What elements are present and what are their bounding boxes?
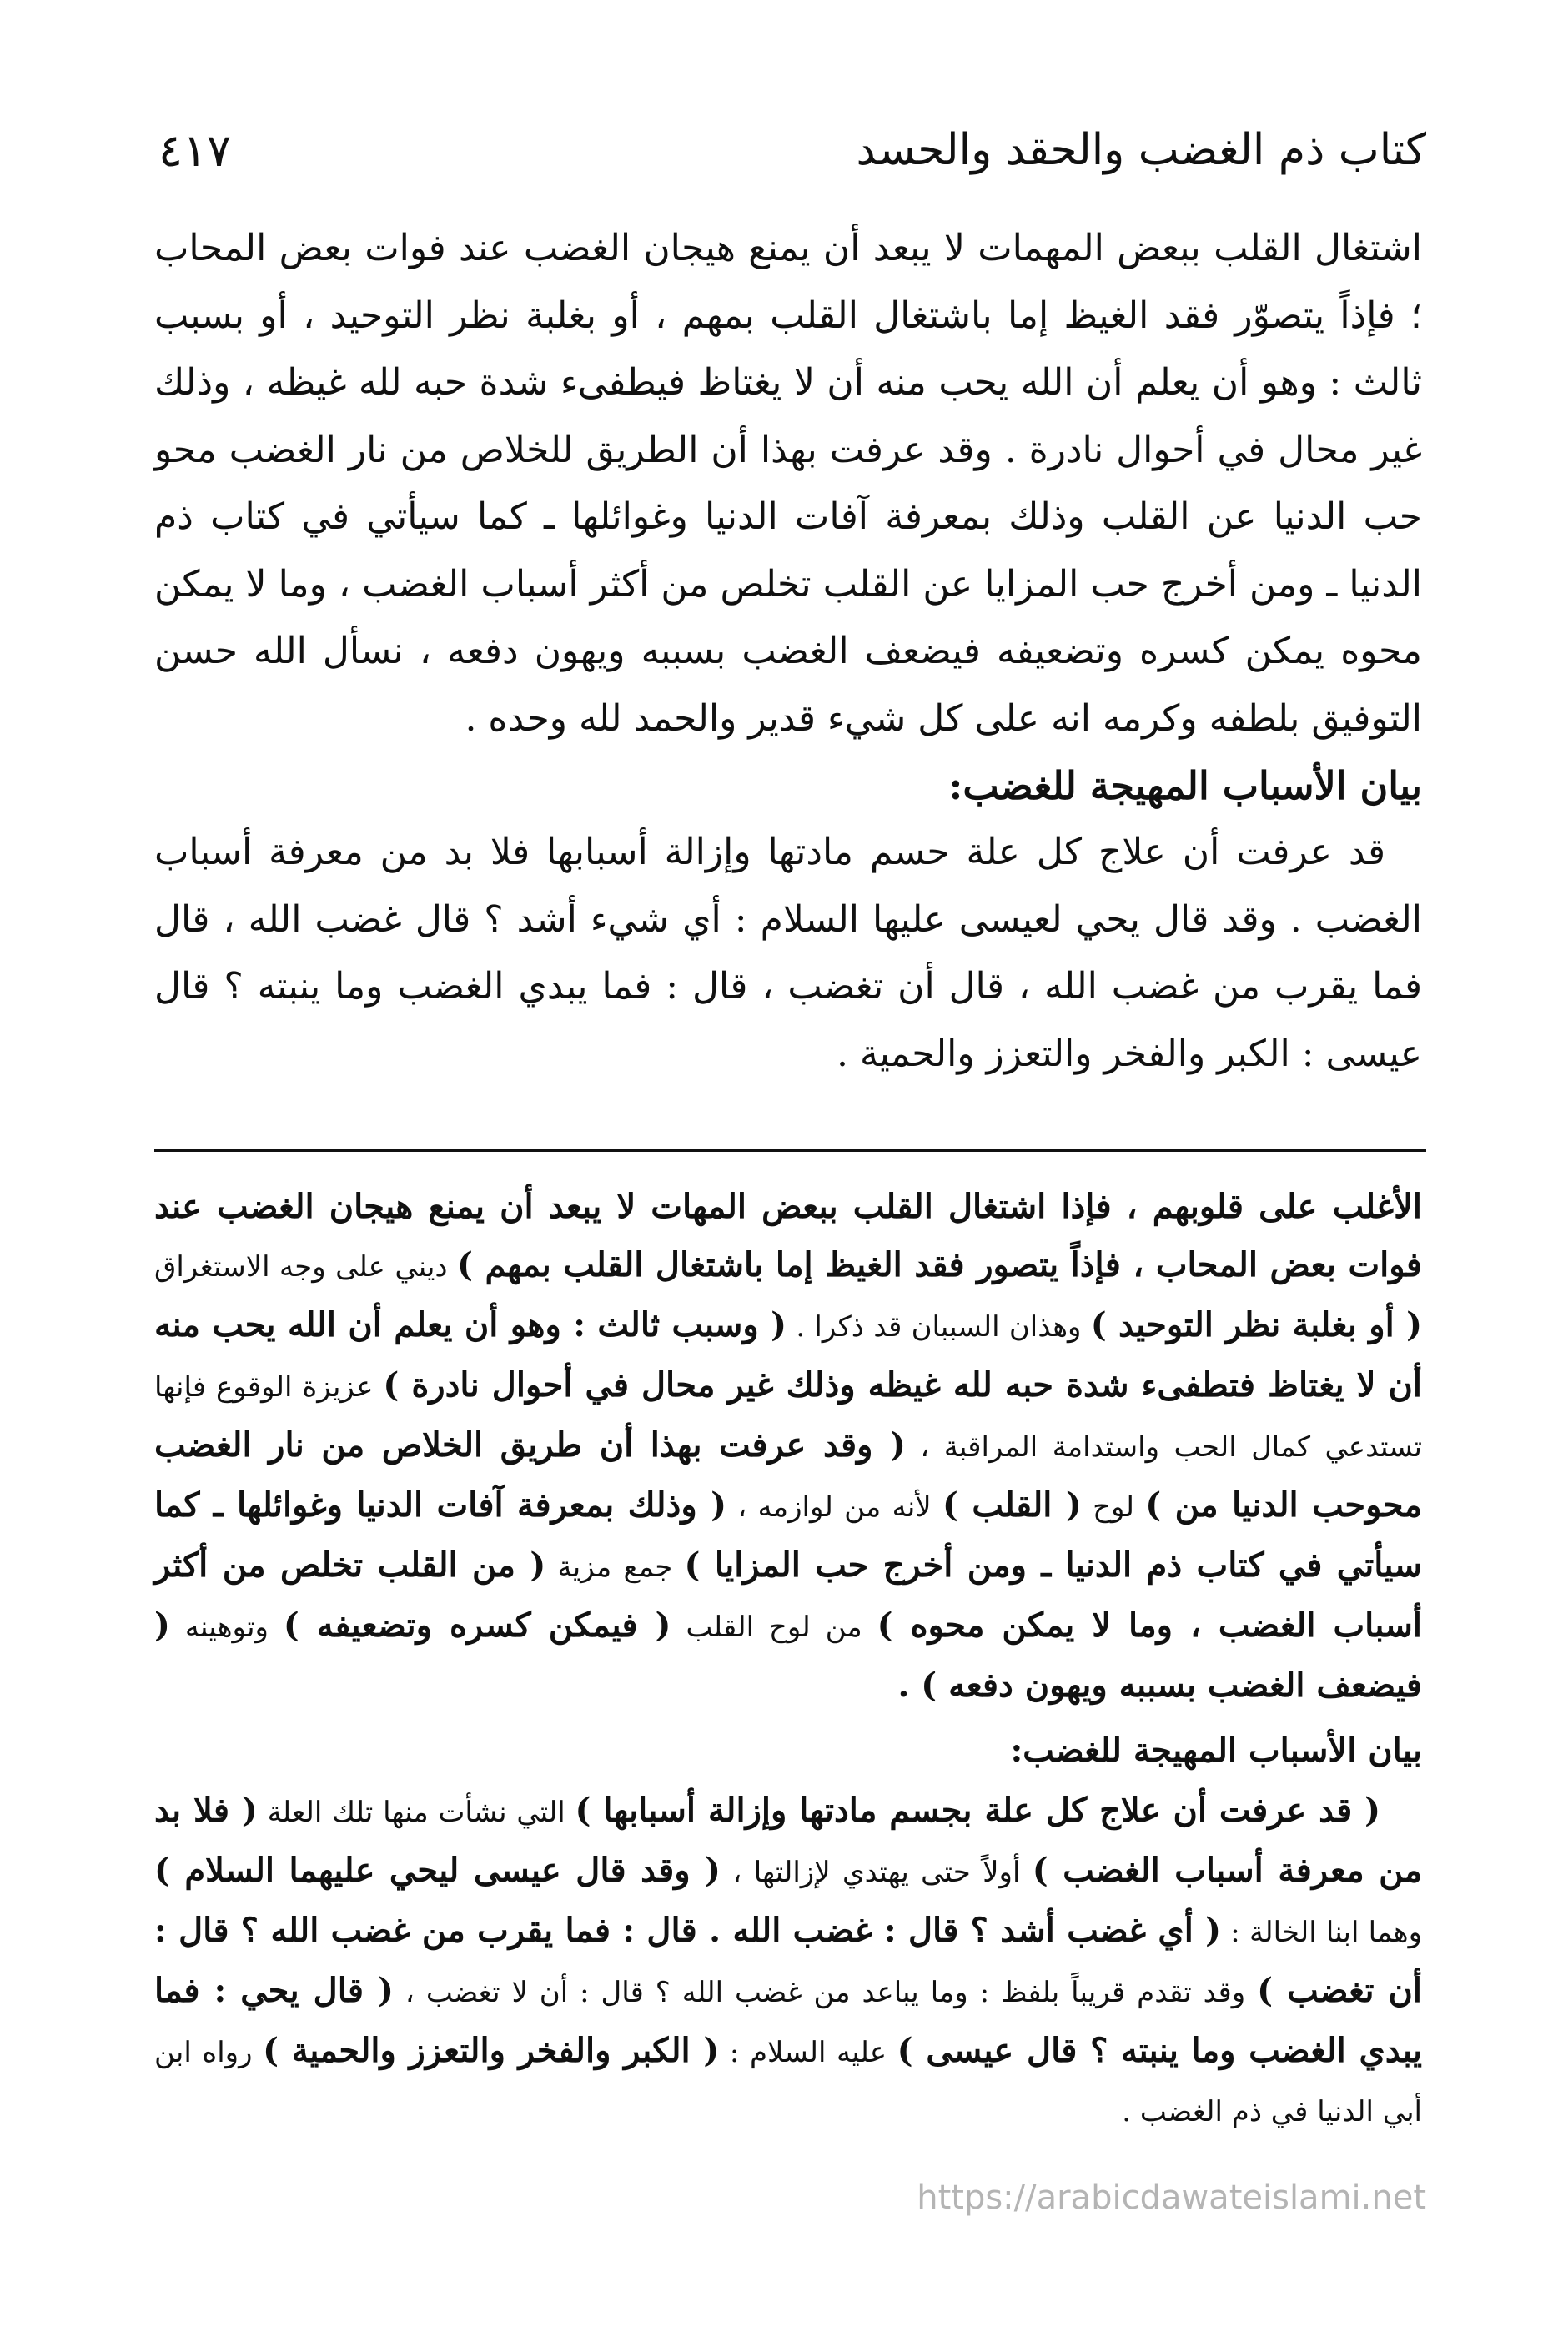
quoted-text-segment: ( فيمكن كسره وتضعيفه ) (283, 1606, 671, 1645)
commentary-text-segment: من لوح القلب (671, 1611, 877, 1644)
quoted-text-segment: ( وقد عرفت بهذا أن طريق الخلاص من نار الغضب محوحب الدنيا من ) (154, 1425, 1422, 1525)
commentary-heading: بيان الأسباب المهيجة للغضب: (1010, 1731, 1422, 1770)
section-heading: بيان الأسباب المهيجة للغضب: (948, 763, 1422, 808)
commentary-text-segment: وقد تقدم قريباً بلفظ : وما يباعد من غضب الله ؟ قال : أن لا تغضب ، (393, 1976, 1258, 2009)
quoted-text-segment: ( فيضعف الغضب بسببه ويهون دفعه ) . (154, 1606, 1422, 1705)
quoted-text-segment: ( فلا بد من معرفة أسباب الغضب ) (154, 1791, 1423, 1890)
commentary-text-segment: جمع مزية (545, 1550, 685, 1584)
watermark-url: https://arabicdawateislami.net (917, 2179, 1426, 2217)
quoted-text-segment: ( قال يحي : فما يبدي الغضب وما ينبته ؟ قال عيسى ) (154, 1971, 1422, 2070)
commentary-section (154, 1178, 1422, 2141)
main-paragraph-1: اشتغال القلب ببعض المهمات لا يبعد أن يمنع هيجان الغضب عند فوات بعض المحاب ؛ فإذاً يتصوّر فقد الغيظ إما باشتغال القلب بمهم ، أو بغلبة نظر التوحيد ، أو بسبب ثالث : وهو أن يعلم أن الله يحب منه أن لا يغتاظ فيطفىء شدة حبه لله غيظه ، وذلك غير محال في أحوال نادرة . وقد عرفت بهذا أن الطريق للخلاص من نار الغضب محو حب الدنيا عن القلب وذلك بمعرفة آفات الدنيا وغوائلها ـ كما سيأتي في كتاب ذم الدنيا ـ ومن أخرج حب المزايا عن القلب تخلص من أكثر أسباب الغضب ، وما لا يمكن محوه يمكن كسره وتضعيفه فيضعف الغضب بسببه ويهون دفعه ، نسأل الله حسن التوفيق بلطفه وكرمه انه على كل شيء قدير والحمد لله وحده . (154, 227, 1422, 740)
page-header (158, 117, 1426, 183)
quoted-text-segment: ( قد عرفت أن علاج كل علة بجسم مادتها وإزالة أسبابها ) (575, 1791, 1380, 1830)
commentary-text-segment: لأنه من لوازمه ، (726, 1490, 942, 1524)
quoted-text-segment: ( الكبر والفخر والتعزز والحمية ) (263, 2031, 720, 2070)
main-paragraph-2: قد عرفت أن علاج كل علة حسم مادتها وإزالة أسبابها فلا بد من معرفة أسباب الغضب . وقد قال يحي لعيسى عليها السلام : أي شيء أشد ؟ قال غضب الله ، قال فما يقرب من غضب الله ، قال أن تغضب ، قال : فما يبدي الغضب وما ينبته ؟ قال عيسى : الكبر والفخر والتعزز والحمية . (154, 831, 1422, 1075)
running-title: كتاب ذم الغضب والحقد والحسد (856, 125, 1426, 175)
main-text (154, 215, 1422, 1088)
commentary-text-segment: التي نشأت منها تلك العلة (257, 1796, 575, 1829)
commentary-text-segment: عزيزة الوقوع فإنها تستدعي كمال الحب واستدامة المراقبة ، (154, 1370, 1422, 1464)
commentary-paragraph-2 (154, 1782, 1422, 2141)
commentary-text-segment: لوح (1081, 1490, 1146, 1524)
commentary-text-segment: وهذان السببان قد ذكرا . (787, 1310, 1091, 1344)
quoted-text-segment: الأغلب على قلوبهم ، فإذا اشتغال القلب ببعض المهات لا يبعد أن يمنع هيجان الغضب عند فوات بعض المحاب ، فإذاً يتصور فقد الغيظ إما باشتغال القلب بمهم ) (154, 1187, 1422, 1284)
commentary-text-segment: عليه السلام : (719, 2036, 897, 2069)
commentary-text-segment: وهما ابنا الخالة : (1221, 1916, 1422, 1949)
commentary-text-segment: رواه ابن أبي الدنيا في ذم الغضب . (154, 2036, 1422, 2128)
footnote-divider (154, 1149, 1426, 1152)
quoted-text-segment: ( وذلك بمعرفة آفات الدنيا وغوائلها ـ كما سيأتي في كتاب ذم الدنيا ـ ومن أخرج حب المزايا ) (154, 1485, 1423, 1585)
commentary-text-segment: وتوهينه (169, 1611, 284, 1644)
quoted-text-segment: ( أو بغلبة نظر التوحيد ) (1090, 1305, 1422, 1344)
commentary-text-segment: أولاً حتى يهتدي لإزالتها ، (720, 1856, 1033, 1889)
quoted-text-segment: ( وسبب ثالث : وهو أن يعلم أن الله يحب منه أن لا يغتاظ فتطفىء شدة حبه لله غيظه وذلك غير محال في أحوال نادرة ) (154, 1305, 1422, 1405)
commentary-text-segment: ديني على وجه الاستغراق (154, 1250, 457, 1284)
quoted-text-segment: ( من القلب تخلص من أكثر أسباب الغضب ، وما لا يمكن محوه ) (154, 1545, 1422, 1645)
quoted-text-segment: ( وقد قال عيسى ليحي عليهما السلام ) (154, 1851, 721, 1890)
commentary-paragraph-1 (154, 1178, 1422, 1715)
quoted-text-segment: ( القلب ) (942, 1485, 1082, 1525)
quoted-text-segment: ( أي غضب أشد ؟ قال : غضب الله . قال : فما يقرب من غضب الله ؟ قال : أن تغضب ) (154, 1911, 1422, 2010)
page-number: ٤١٧ (158, 123, 232, 177)
